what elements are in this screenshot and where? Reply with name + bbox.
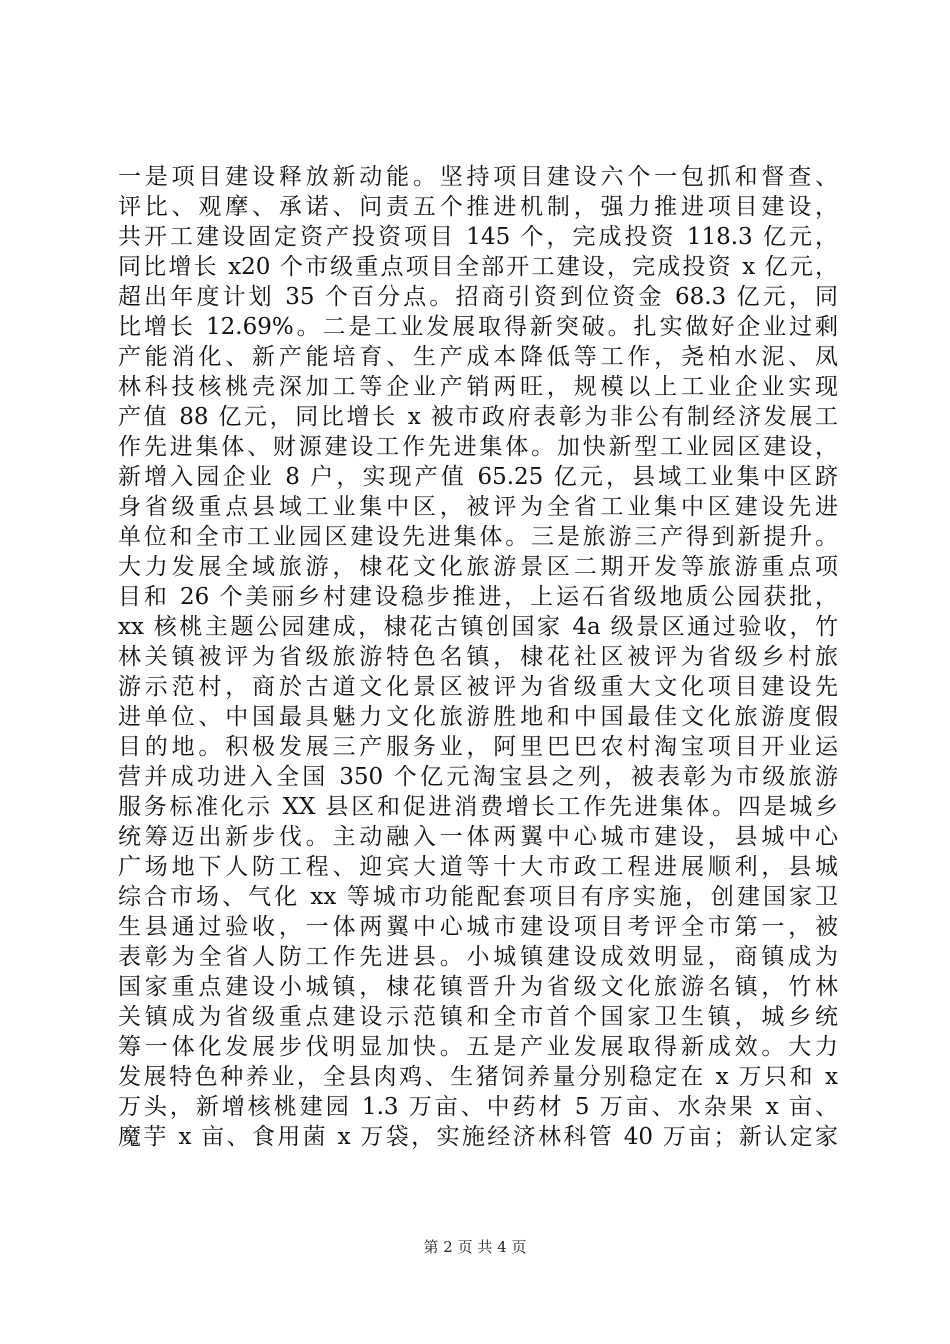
text-line: 同比增长 x20 个市级重点项目全部开工建设，完成投资 x 亿元，	[118, 254, 838, 280]
text-line: 林关镇被评为省级旅游特色名镇，棣花社区被评为省级乡村旅	[118, 644, 838, 670]
text-line: 作先进集体、财源建设工作先进集体。加快新型工业园区建设，	[118, 434, 838, 460]
text-line: 单位和全市工业园区建设先进集体。三是旅游三产得到新提升。	[118, 524, 838, 550]
text-line: 产值 88 亿元，同比增长 x 被市政府表彰为非公有制经济发展工	[118, 404, 838, 430]
text-line: 比增长 12.69%。二是工业发展取得新突破。扎实做好企业过剩	[118, 314, 838, 340]
text-line: 林科技核桃壳深加工等企业产销两旺，规模以上工业企业实现	[118, 374, 838, 400]
text-line: 新增入园企业 8 户，实现产值 65.25 亿元，县域工业集中区跻	[118, 464, 838, 490]
text-line: 营并成功进入全国 350 个亿元淘宝县之列，被表彰为市级旅游	[118, 764, 838, 790]
text-line: 统筹迈出新步伐。主动融入一体两翼中心城市建设，县城中心	[118, 824, 838, 850]
text-line: 发展特色种养业，全县肉鸡、生猪饲养量分别稳定在 x 万只和 x	[118, 1064, 838, 1090]
text-line: 关镇成为省级重点建设示范镇和全市首个国家卫生镇，城乡统	[118, 1004, 838, 1030]
text-line: 生县通过验收，一体两翼中心城市建设项目考评全市第一，被	[118, 914, 838, 940]
text-line: 目的地。积极发展三产服务业，阿里巴巴农村淘宝项目开业运	[118, 734, 838, 760]
text-line: 大力发展全域旅游，棣花文化旅游景区二期开发等旅游重点项	[118, 554, 838, 580]
text-line: 综合市场、气化 xx 等城市功能配套项目有序实施，创建国家卫	[118, 884, 838, 910]
text-line: 评比、观摩、承诺、问责五个推进机制，强力推进项目建设，	[118, 194, 838, 220]
document-body	[118, 162, 838, 1152]
text-line: 超出年度计划 35 个百分点。招商引资到位资金 68.3 亿元，同	[118, 284, 838, 310]
text-line: 国家重点建设小城镇，棣花镇晋升为省级文化旅游名镇，竹林	[118, 974, 838, 1000]
text-line: 身省级重点县域工业集中区，被评为全省工业集中区建设先进	[118, 494, 838, 520]
text-line: 目和 26 个美丽乡村建设稳步推进，上运石省级地质公园获批，	[118, 584, 838, 610]
text-line: 产能消化、新产能培育、生产成本降低等工作，尧柏水泥、凤	[118, 344, 838, 370]
text-line: 万头，新增核桃建园 1.3 万亩、中药材 5 万亩、水杂果 x 亩、	[118, 1094, 838, 1120]
text-line: 进单位、中国最具魅力文化旅游胜地和中国最佳文化旅游度假	[118, 704, 838, 730]
text-line: 游示范村，商於古道文化景区被评为省级重大文化项目建设先	[118, 674, 838, 700]
text-line: xx 核桃主题公园建成，棣花古镇创国家 4a 级景区通过验收，竹	[118, 614, 838, 640]
text-line: 魔芋 x 亩、食用菌 x 万袋，实施经济林科管 40 万亩；新认定家	[118, 1124, 838, 1150]
text-line: 广场地下人防工程、迎宾大道等十大市政工程进展顺利，县城	[118, 854, 838, 880]
text-line: 表彰为全省人防工作先进县。小城镇建设成效明显，商镇成为	[118, 944, 838, 970]
text-line: 筹一体化发展步伐明显加快。五是产业发展取得新成效。大力	[118, 1034, 838, 1060]
text-line: 共开工建设固定资产投资项目 145 个，完成投资 118.3 亿元，	[118, 224, 838, 250]
text-line: 服务标准化示 XX 县区和促进消费增长工作先进集体。四是城乡	[118, 794, 838, 820]
page-number-footer: 第 2 页 共 4 页	[423, 1238, 527, 1256]
text-line: 一是项目建设释放新动能。坚持项目建设六个一包抓和督查、	[118, 164, 838, 190]
